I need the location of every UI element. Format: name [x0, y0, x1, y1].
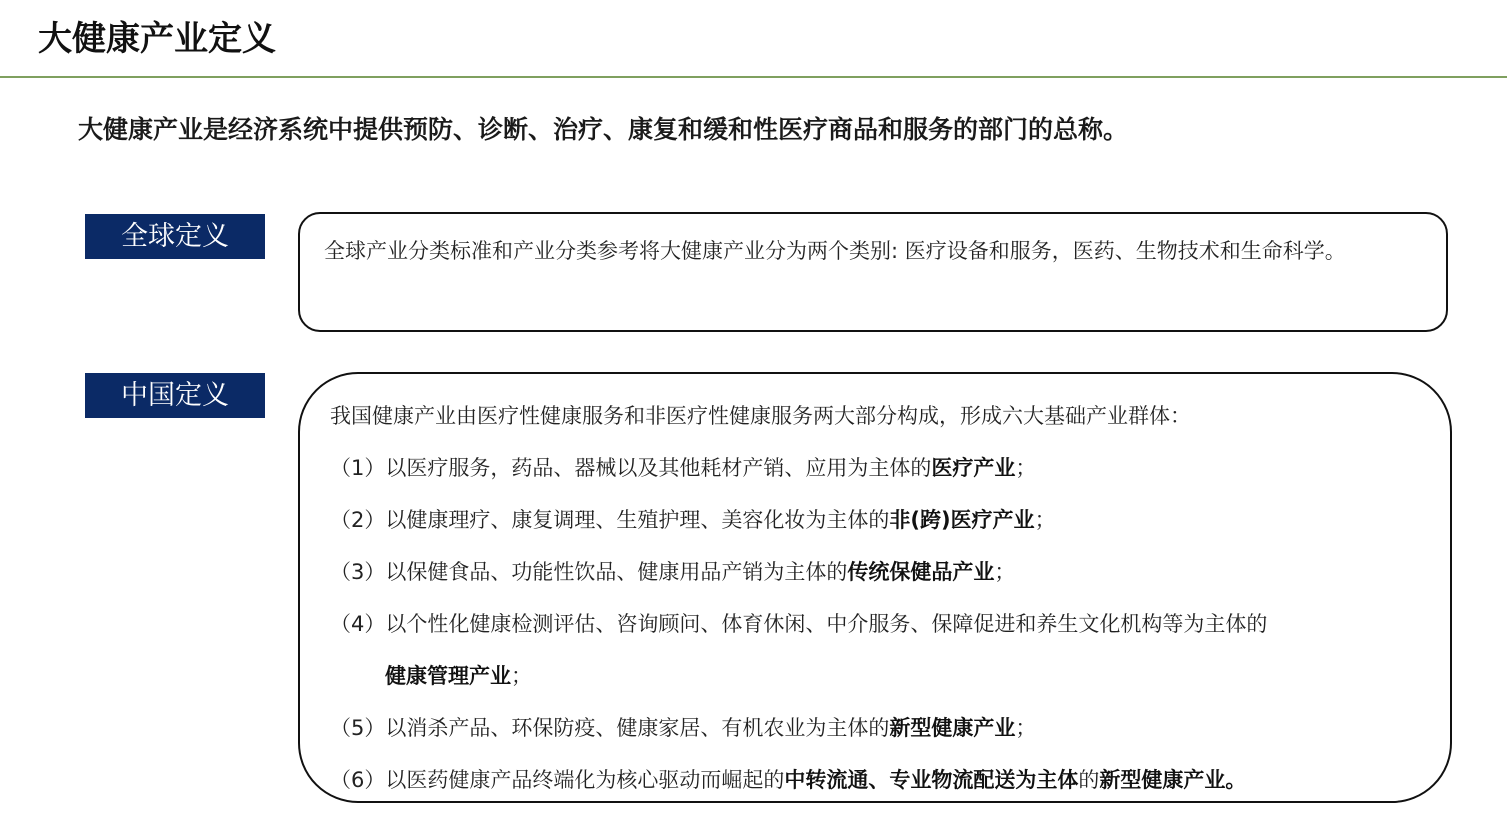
list-item — [330, 452, 1036, 484]
list-item-text: （1）以医疗服务，药品、器械以及其他耗材产销、应用为主体的 — [330, 456, 932, 480]
page-title: 大健康产业定义 — [38, 19, 276, 59]
list-item-highlight: 传统保健品产业 — [847, 560, 995, 584]
list-item-highlight: 中转流通、专业物流配送为主体 — [784, 768, 1079, 792]
list-item-text: （3）以保健食品、功能性饮品、健康用品产销为主体的 — [330, 560, 848, 584]
list-item-text: 的 — [1078, 768, 1100, 792]
list-item-highlight: 新型健康产业。 — [1099, 768, 1247, 792]
global-definition-text: 全球产业分类标准和产业分类参考将大健康产业分为两个类别: 医疗设备和服务，医药、生物技术和生命科学。 — [324, 239, 1346, 263]
list-item-punct: ； — [1015, 456, 1037, 480]
list-item-punct: ； — [1034, 508, 1056, 532]
list-item-punct: ； — [511, 664, 532, 688]
list-item-text: （4）以个性化健康检测评估、咨询顾问、体育休闲、中介服务、保障促进和养生文化机构等为主体的 — [330, 612, 1268, 636]
list-item-highlight: 非(跨)医疗产业 — [889, 508, 1035, 532]
list-item-text: （5）以消杀产品、环保防疫、健康家居、有机农业为主体的 — [330, 716, 890, 740]
china-definition-label: 中国定义 — [85, 373, 265, 418]
intro-statement: 大健康产业是经济系统中提供预防、诊断、治疗、康复和缓和性医疗商品和服务的部门的总称。 — [78, 115, 1129, 144]
list-item-highlight: 医疗产业 — [931, 456, 1016, 480]
title-divider — [0, 76, 1507, 78]
list-item — [330, 556, 1015, 588]
global-definition-label: 全球定义 — [85, 214, 265, 259]
list-item — [330, 608, 1267, 640]
china-definition-intro: 我国健康产业由医疗性健康服务和非医疗性健康服务两大部分构成，形成六大基础产业群体： — [330, 404, 1191, 428]
list-item — [330, 504, 1056, 536]
list-item — [330, 764, 1246, 796]
list-item-continuation — [385, 660, 532, 692]
list-item-text: （6）以医药健康产品终端化为核心驱动而崛起的 — [330, 768, 785, 792]
list-item-text: （2）以健康理疗、康复调理、生殖护理、美容化妆为主体的 — [330, 508, 890, 532]
list-item-punct: ； — [994, 560, 1016, 584]
list-item-highlight: 健康管理产业 — [385, 664, 511, 688]
list-item-punct: ； — [1015, 716, 1037, 740]
list-item — [330, 712, 1036, 744]
list-item-highlight: 新型健康产业 — [889, 716, 1016, 740]
global-definition-box — [298, 212, 1448, 332]
